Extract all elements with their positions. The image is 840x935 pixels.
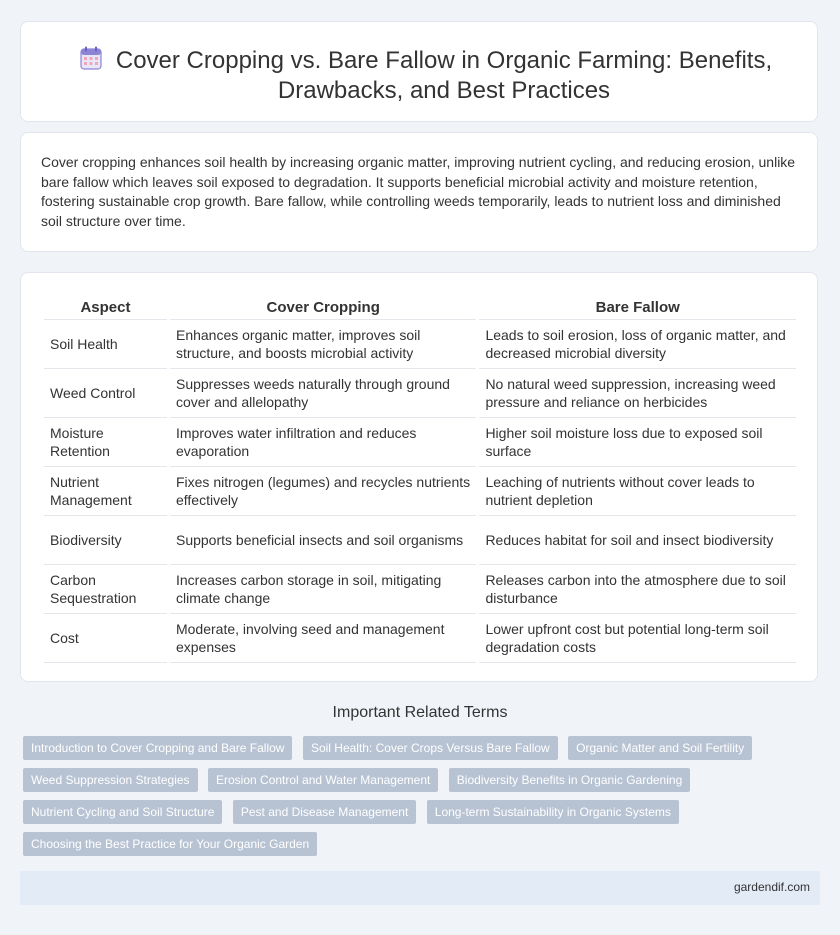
related-term-link[interactable]: Long-term Sustainability in Organic Systems <box>427 800 679 824</box>
column-header-cover-cropping: Cover Cropping <box>170 295 476 320</box>
cover-cropping-cell: Fixes nitrogen (legumes) and recycles nutrients effectively <box>170 467 476 516</box>
related-terms-heading: Important Related Terms <box>332 704 508 721</box>
table-row <box>44 565 796 614</box>
cover-cropping-cell: Supports beneficial insects and soil organisms <box>170 516 476 565</box>
aspect-cell: Carbon Sequestration <box>44 565 167 614</box>
related-term-link[interactable]: Pest and Disease Management <box>233 800 416 824</box>
footer <box>20 871 820 905</box>
related-term-link[interactable]: Nutrient Cycling and Soil Structure <box>23 800 222 824</box>
bare-fallow-cell: Releases carbon into the atmosphere due to soil disturbance <box>479 565 796 614</box>
cover-cropping-cell: Improves water infiltration and reduces evaporation <box>170 418 476 467</box>
bare-fallow-cell: Reduces habitat for soil and insect biodiversity <box>479 516 796 565</box>
table-row <box>44 614 796 663</box>
bare-fallow-cell: Leaching of nutrients without cover leads to nutrient depletion <box>479 467 796 516</box>
aspect-cell: Biodiversity <box>44 516 167 565</box>
table-row <box>44 516 796 565</box>
aspect-cell: Moisture Retention <box>44 418 167 467</box>
related-term-link[interactable]: Biodiversity Benefits in Organic Gardening <box>449 768 690 792</box>
table-row <box>44 418 796 467</box>
bare-fallow-cell: Higher soil moisture loss due to exposed soil surface <box>479 418 796 467</box>
related-term-link[interactable]: Erosion Control and Water Management <box>208 768 438 792</box>
cover-cropping-cell: Suppresses weeds naturally through ground cover and allelopathy <box>170 369 476 418</box>
aspect-cell: Soil Health <box>44 320 167 369</box>
column-header-bare-fallow: Bare Fallow <box>479 295 796 320</box>
aspect-cell: Weed Control <box>44 369 167 418</box>
title-card <box>20 21 818 122</box>
related-term-link[interactable]: Introduction to Cover Cropping and Bare Fallow <box>23 736 292 760</box>
intro-paragraph: Cover cropping enhances soil health by increasing organic matter, improving nutrient cycling, and reducing erosion, unlike bare fallow which leaves soil exposed to degradation. It supports beneficial microbial activity and moisture retention, fostering sustainable crop growth. Bare fallow, while controlling weeds temporarily, leads to nutrient loss and diminished soil structure over time. <box>41 154 796 229</box>
table-row <box>44 467 796 516</box>
table-row <box>44 320 796 369</box>
page-title: Cover Cropping vs. Bare Fallow in Organic Farming: Benefits, Drawbacks, and Best Practices <box>115 47 773 104</box>
table-header-row <box>44 295 796 320</box>
bare-fallow-cell: No natural weed suppression, increasing weed pressure and reliance on herbicides <box>479 369 796 418</box>
bare-fallow-cell: Lower upfront cost but potential long-term soil degradation costs <box>479 614 796 663</box>
table-row <box>44 369 796 418</box>
comparison-table-card <box>20 272 818 682</box>
footer-site-link[interactable]: gardendif.com <box>733 880 810 894</box>
aspect-cell: Nutrient Management <box>44 467 167 516</box>
column-header-aspect: Aspect <box>44 295 167 320</box>
aspect-cell: Cost <box>44 614 167 663</box>
cover-cropping-cell: Enhances organic matter, improves soil structure, and boosts microbial activity <box>170 320 476 369</box>
related-term-link[interactable]: Choosing the Best Practice for Your Organic Garden <box>23 832 317 856</box>
bare-fallow-cell: Leads to soil erosion, loss of organic matter, and decreased microbial diversity <box>479 320 796 369</box>
related-term-link[interactable]: Weed Suppression Strategies <box>23 768 198 792</box>
related-term-link[interactable]: Soil Health: Cover Crops Versus Bare Fallow <box>303 736 558 760</box>
related-terms-list <box>23 736 783 864</box>
related-term-link[interactable]: Organic Matter and Soil Fertility <box>568 736 752 760</box>
cover-cropping-cell: Moderate, involving seed and management expenses <box>170 614 476 663</box>
comparison-table <box>41 295 799 663</box>
cover-cropping-cell: Increases carbon storage in soil, mitigating climate change <box>170 565 476 614</box>
intro-card <box>20 132 818 252</box>
